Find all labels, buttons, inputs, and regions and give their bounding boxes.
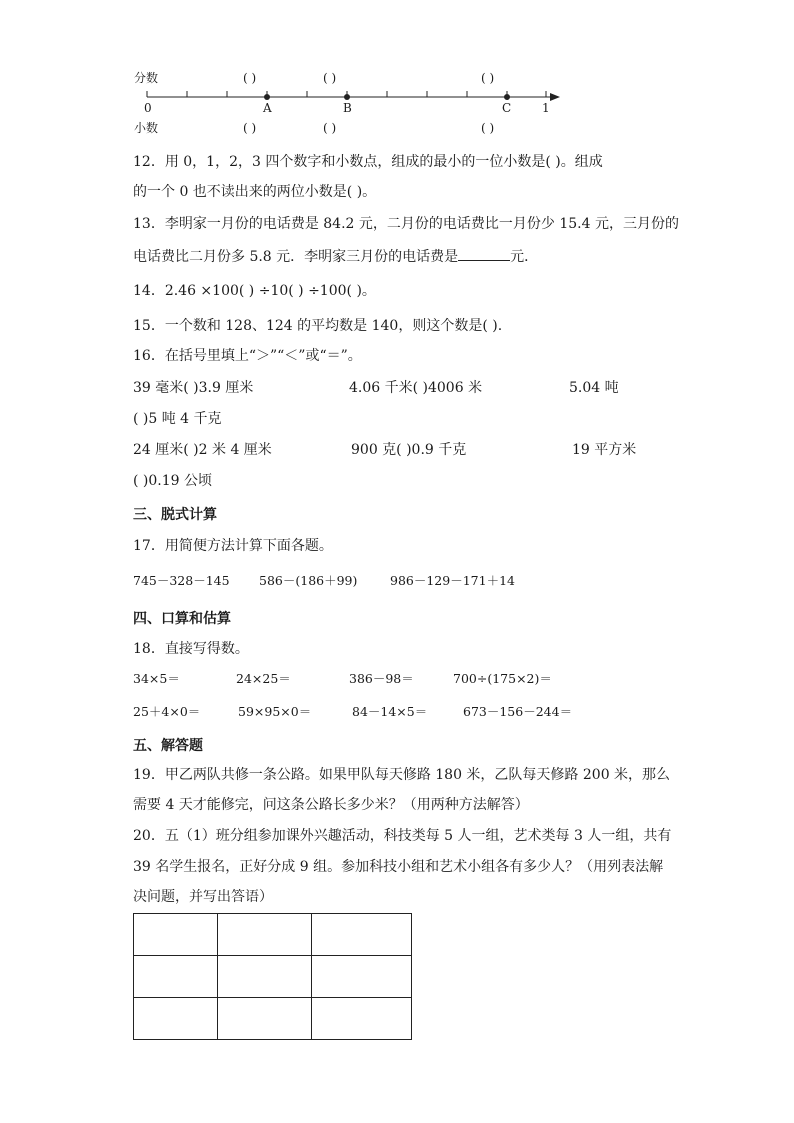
table-row xyxy=(134,914,412,956)
question-13-unit: 元． xyxy=(510,249,539,265)
fraction-blank-b[interactable]: ( ) xyxy=(323,71,337,85)
oral-calc-4: 700÷(175×2)＝ xyxy=(453,671,552,686)
table-cell[interactable] xyxy=(218,914,312,956)
oral-calc-5: 25＋4×0＝ xyxy=(133,704,201,719)
decimal-blank-a[interactable]: ( ) xyxy=(243,121,257,135)
question-20-line-3: 决问题，并写出答语） xyxy=(133,889,273,905)
question-13-text: 电话费比二月份多 5.8 元．李明家三月份的电话费是 xyxy=(133,249,459,265)
question-16-item-3-end: ( )5 吨 4 千克 xyxy=(133,411,222,427)
question-16-item-4: 24 厘米( )2 米 4 厘米 xyxy=(133,442,272,458)
table-cell[interactable] xyxy=(134,956,218,998)
section-3-heading: 三、脱式计算 xyxy=(133,507,217,523)
table-row xyxy=(134,956,412,998)
oral-calc-6: 59×95×0＝ xyxy=(238,704,312,719)
point-a-label: A xyxy=(263,101,272,115)
fraction-blank-c[interactable]: ( ) xyxy=(481,71,495,85)
question-19-line-1: 19．甲乙两队共修一条公路。如果甲队每天修路 180 米，乙队每天修路 200 米，那么 xyxy=(133,767,671,783)
question-16-item-6-start: 19 平方米 xyxy=(572,442,637,458)
question-16-title: 16．在括号里填上“＞”“＜”或“＝”。 xyxy=(133,348,362,364)
question-20-line-1: 20．五（1）班分组参加课外兴趣活动，科技类每 5 人一组，艺术类每 3 人一组，共有 xyxy=(133,828,672,844)
table-cell[interactable] xyxy=(134,914,218,956)
question-16-item-6-end: ( )0.19 公顷 xyxy=(133,473,212,489)
question-17-title: 17．用简便方法计算下面各题。 xyxy=(133,538,333,554)
point-b-label: B xyxy=(343,101,352,115)
decimal-blank-c[interactable]: ( ) xyxy=(481,121,495,135)
question-16-item-2: 4.06 千米( )4006 米 xyxy=(349,380,483,396)
question-12-line-1: 12．用 0，1，2，3 四个数字和小数点，组成的最小的一位小数是( )。组成 xyxy=(133,154,603,170)
oral-calc-3: 386－98＝ xyxy=(349,671,414,686)
section-5-heading: 五、解答题 xyxy=(133,738,203,754)
question-18-title: 18．直接写得数。 xyxy=(133,641,249,657)
oral-calc-1: 34×5＝ xyxy=(133,671,180,686)
table-cell[interactable] xyxy=(312,998,412,1040)
point-c-label: C xyxy=(502,101,512,115)
question-14: 14．2.46 ×100( ) ÷10( ) ÷100( )。 xyxy=(133,283,376,299)
question-17-expr-1: 745－328－145 xyxy=(133,573,230,588)
question-12-line-2: 的一个 0 也不读出来的两位小数是( )。 xyxy=(133,184,377,200)
question-17-expr-3: 986－129－171＋14 xyxy=(390,573,515,588)
numberline-one: 1 xyxy=(542,101,550,115)
question-16-item-5: 900 克( )0.9 千克 xyxy=(351,442,467,458)
fraction-blank-a[interactable]: ( ) xyxy=(243,71,257,85)
numberline-zero: 0 xyxy=(144,101,152,115)
question-16-item-3-start: 5.04 吨 xyxy=(569,380,619,396)
question-16-item-1: 39 毫米( )3.9 厘米 xyxy=(133,380,254,396)
table-cell[interactable] xyxy=(134,998,218,1040)
question-17-expr-2: 586－(186＋99) xyxy=(259,573,358,588)
decimal-blank-b[interactable]: ( ) xyxy=(323,121,337,135)
question-13-answer-blank[interactable] xyxy=(458,246,510,261)
question-15: 15．一个数和 128、124 的平均数是 140，则这个数是( ). xyxy=(133,318,503,334)
table-cell[interactable] xyxy=(312,956,412,998)
answer-table xyxy=(133,913,412,1040)
table-cell[interactable] xyxy=(218,956,312,998)
table-row xyxy=(134,998,412,1040)
oral-calc-7: 84－14×5＝ xyxy=(352,704,428,719)
table-cell[interactable] xyxy=(312,914,412,956)
numberline-decimal-label: 小数 xyxy=(134,121,159,135)
numberline-fraction-label: 分数 xyxy=(134,71,159,85)
question-13-line-2 xyxy=(133,246,538,267)
question-13-line-1: 13．李明家一月份的电话费是 84.2 元，二月份的电话费比一月份少 15.4 元，三月份的 xyxy=(133,216,679,232)
table-cell[interactable] xyxy=(218,998,312,1040)
section-4-heading: 四、口算和估算 xyxy=(133,611,231,627)
question-20-line-2: 39 名学生报名，正好分成 9 组。参加科技小组和艺术小组各有多少人？（用列表法解 xyxy=(133,859,664,875)
oral-calc-8: 673－156－244＝ xyxy=(463,704,573,719)
question-19-line-2: 需要 4 天才能修完，问这条公路长多少米？（用两种方法解答） xyxy=(133,797,529,813)
oral-calc-2: 24×25＝ xyxy=(236,671,291,686)
